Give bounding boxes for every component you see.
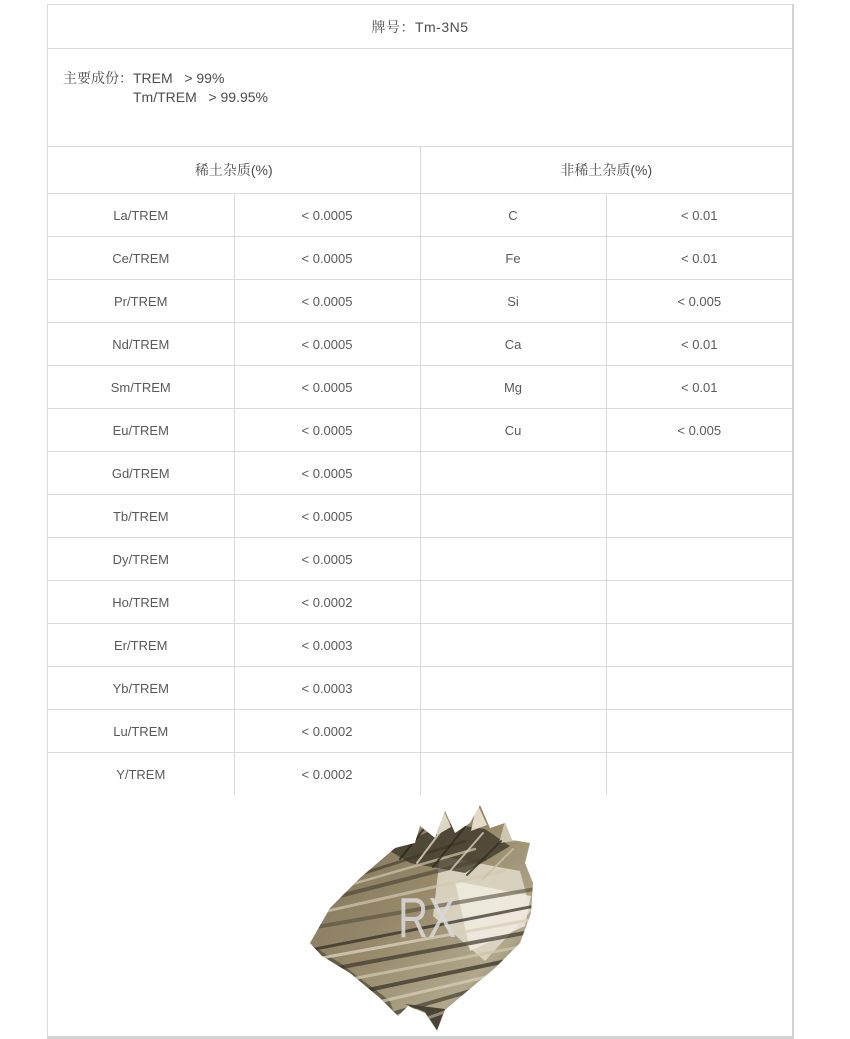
cell-rare-earth-limit: < 0.0005 [234,538,420,581]
cell-other-element [420,538,606,581]
cell-rare-earth-limit: < 0.0005 [234,237,420,280]
cell-rare-earth-limit: < 0.0002 [234,581,420,624]
cell-other-limit: < 0.005 [606,280,792,323]
cell-other-limit: < 0.01 [606,366,792,409]
table-body [48,194,792,796]
cell-rare-earth-limit: < 0.0005 [234,452,420,495]
title-row [48,5,792,49]
table-row [48,194,792,237]
cell-other-limit [606,753,792,796]
cell-rare-earth-limit: < 0.0003 [234,667,420,710]
metal-sample-image [305,801,535,1036]
composition-section [48,49,792,147]
cell-other-element [420,452,606,495]
table-row [48,495,792,538]
cell-other-limit [606,624,792,667]
cell-rare-earth-element: La/TREM [48,194,234,237]
cell-other-limit: < 0.01 [606,323,792,366]
table-row [48,710,792,753]
cell-other-element: Si [420,280,606,323]
table-row [48,323,792,366]
composition-line-1 [63,69,792,88]
cell-rare-earth-limit: < 0.0002 [234,710,420,753]
cell-rare-earth-limit: < 0.0002 [234,753,420,796]
table-row [48,409,792,452]
page-title: 牌号：Tm-3N5 [371,18,469,35]
cell-other-element [420,581,606,624]
impurity-table [48,147,792,795]
table-row [48,280,792,323]
cell-other-element: Cu [420,409,606,452]
cell-other-limit [606,581,792,624]
cell-rare-earth-limit: < 0.0005 [234,409,420,452]
cell-rare-earth-element: Er/TREM [48,624,234,667]
composition-value-tm-trem: Tm/TREM > 99.95% [133,89,268,105]
cell-rare-earth-element: Lu/TREM [48,710,234,753]
column-header-non-rare-earth-impurities: 非稀土杂质(%) [420,147,792,194]
cell-other-limit [606,452,792,495]
cell-rare-earth-element: Tb/TREM [48,495,234,538]
table-row [48,624,792,667]
cell-other-limit: < 0.005 [606,409,792,452]
table-row [48,452,792,495]
cell-rare-earth-limit: < 0.0003 [234,624,420,667]
cell-other-element [420,710,606,753]
composition-value-trem: TREM > 99% [133,70,225,86]
column-header-rare-earth-impurities: 稀土杂质(%) [48,147,420,194]
cell-rare-earth-element: Gd/TREM [48,452,234,495]
table-row [48,538,792,581]
composition-label: 主要成份： [63,70,133,86]
cell-other-limit [606,710,792,753]
cell-rare-earth-element: Eu/TREM [48,409,234,452]
cell-other-element: Fe [420,237,606,280]
cell-other-limit [606,667,792,710]
cell-other-limit [606,495,792,538]
table-row [48,667,792,710]
cell-rare-earth-element: Sm/TREM [48,366,234,409]
cell-other-element: Ca [420,323,606,366]
cell-rare-earth-element: Y/TREM [48,753,234,796]
cell-other-element [420,667,606,710]
table-header-row [48,147,792,194]
cell-rare-earth-element: Dy/TREM [48,538,234,581]
cell-other-element: C [420,194,606,237]
table-row [48,366,792,409]
table-row [48,753,792,796]
watermark-text: RX [398,886,456,950]
cell-other-element [420,753,606,796]
table-row [48,581,792,624]
cell-rare-earth-limit: < 0.0005 [234,366,420,409]
cell-rare-earth-element: Ce/TREM [48,237,234,280]
cell-other-limit: < 0.01 [606,237,792,280]
cell-rare-earth-element: Yb/TREM [48,667,234,710]
cell-other-element [420,495,606,538]
cell-rare-earth-limit: < 0.0005 [234,280,420,323]
composition-line-2 [133,88,792,107]
cell-rare-earth-limit: < 0.0005 [234,194,420,237]
spec-sheet [47,4,794,1039]
cell-rare-earth-limit: < 0.0005 [234,495,420,538]
cell-rare-earth-limit: < 0.0005 [234,323,420,366]
table-row [48,237,792,280]
cell-other-element: Mg [420,366,606,409]
cell-rare-earth-element: Pr/TREM [48,280,234,323]
cell-rare-earth-element: Nd/TREM [48,323,234,366]
cell-other-limit: < 0.01 [606,194,792,237]
cell-other-limit [606,538,792,581]
cell-rare-earth-element: Ho/TREM [48,581,234,624]
cell-other-element [420,624,606,667]
